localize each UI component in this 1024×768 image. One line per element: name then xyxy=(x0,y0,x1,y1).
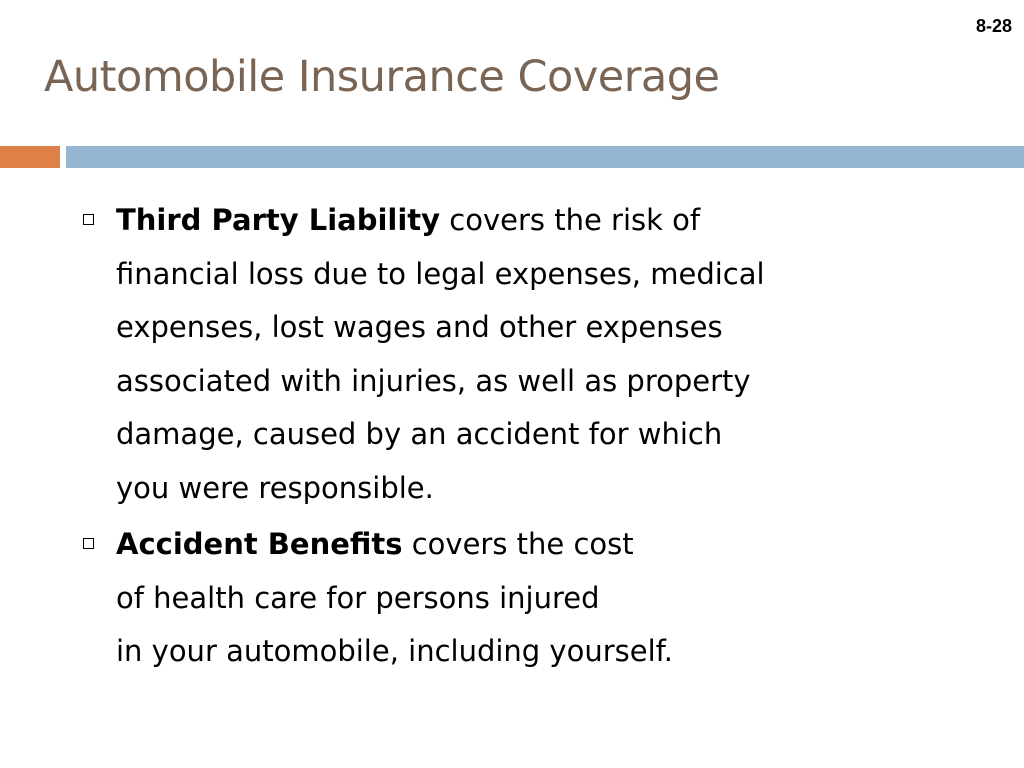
bullet-accident-benefits xyxy=(80,518,910,679)
bullet-term: Accident Benefits xyxy=(116,527,403,561)
bullet-line xyxy=(116,518,910,572)
square-bullet-icon xyxy=(83,214,94,225)
bullet-line: in your automobile, including yourself. xyxy=(116,634,673,668)
square-bullet-icon xyxy=(83,538,94,549)
bullet-list xyxy=(80,194,910,682)
bullet-line: expenses, lost wages and other expenses xyxy=(116,310,723,344)
slide-number: 8-28 xyxy=(975,16,1012,36)
bullet-line: damage, caused by an accident for which xyxy=(116,417,723,451)
bullet-text: covers the cost xyxy=(402,527,634,561)
bullet-text: covers the risk of xyxy=(440,203,701,237)
bullet-term: Third Party Liability xyxy=(116,203,441,237)
bullet-line: associated with injuries, as well as property xyxy=(116,363,751,398)
bullet-line: you were responsible. xyxy=(116,470,434,505)
bullet-line: financial loss due to legal expenses, medical xyxy=(116,256,765,291)
slide-title: Automobile Insurance Coverage xyxy=(44,52,720,102)
bullet-line: of health care for persons injured xyxy=(116,580,600,615)
bullet-line xyxy=(116,194,910,248)
accent-bar-orange xyxy=(0,146,60,168)
accent-bar-blue xyxy=(66,146,1024,168)
bullet-third-party-liability xyxy=(80,194,910,515)
